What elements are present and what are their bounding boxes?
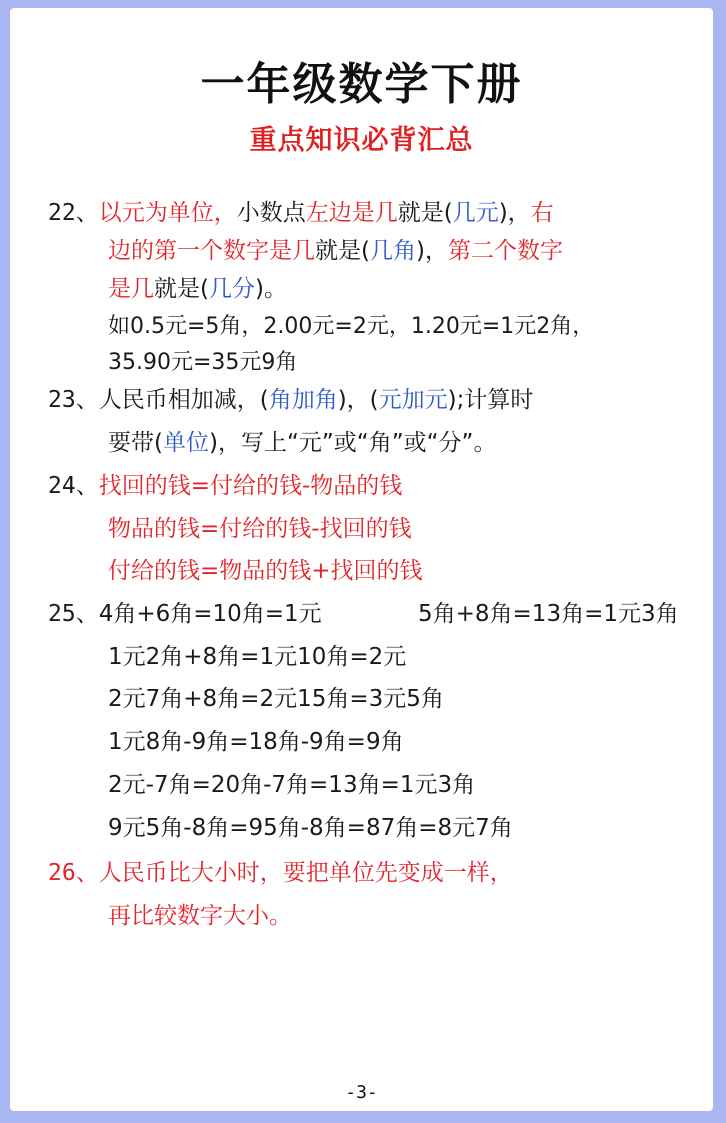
page-number: -3- <box>345 1082 378 1103</box>
item-22-line-1 <box>48 198 554 228</box>
text-segment: 左边是几 <box>305 200 398 226</box>
page-title: 一年级数学下册 <box>200 59 523 110</box>
text-segment: 角加角 <box>268 387 338 413</box>
document-page <box>10 8 713 1111</box>
text-segment: 小数点 <box>236 200 306 226</box>
item-25-equation-2: 1元2角+8角=1元10角=2元 <box>108 644 407 670</box>
text-segment: 第二个数字 <box>447 238 563 264</box>
item-26-line-1 <box>48 858 513 888</box>
item-25-equation-1b: 5角+8角=13角=1元3角 <box>418 601 679 627</box>
text-segment: 人民币相加减，( <box>98 387 269 413</box>
item-22-line-2 <box>108 236 563 266</box>
text-segment: 几元 <box>452 200 499 226</box>
text-segment: 边的第一个数字是几 <box>108 238 315 264</box>
text-segment: );计算时 <box>447 387 534 413</box>
item-25-line-1 <box>48 599 322 629</box>
item-25-equation-3: 2元7角+8角=2元15角=3元5角 <box>108 686 444 712</box>
item-number: 22、 <box>48 200 99 226</box>
equation: 4角+6角=10角=1元 <box>98 601 322 627</box>
item-24-line-1 <box>48 471 402 501</box>
text-segment: 单位 <box>162 430 209 456</box>
item-number: 24、 <box>48 473 99 499</box>
item-24-formula-3: 付给的钱=物品的钱+找回的钱 <box>108 558 423 584</box>
text-segment: 要带( <box>108 430 163 456</box>
item-25-equation-6: 9元5角-8角=95角-8角=87角=8元7角 <box>108 815 513 841</box>
text-segment: 几角 <box>369 238 416 264</box>
text-segment: 几分 <box>208 276 255 302</box>
text-segment: 元加元 <box>378 387 448 413</box>
text-segment: 以元为单位， <box>98 200 237 226</box>
text-segment: )， <box>415 238 448 264</box>
text-segment: )，写上“元”或“角”或“分”。 <box>208 430 497 456</box>
item-number: 26、 <box>48 860 99 886</box>
text-segment: 就是( <box>154 276 209 302</box>
item-22-example-2: 35.90元=35元9角 <box>108 350 298 375</box>
text-segment: )，( <box>337 387 379 413</box>
item-23-line-2 <box>108 428 496 458</box>
item-25-equation-4: 1元8角-9角=18角-9角=9角 <box>108 729 404 755</box>
text-segment: 就是( <box>315 238 370 264</box>
page-subtitle: 重点知识必背汇总 <box>249 125 474 156</box>
item-24-formula-2: 物品的钱=付给的钱-找回的钱 <box>108 516 412 542</box>
item-25-equation-5: 2元-7角=20角-7角=13角=1元3角 <box>108 772 476 798</box>
text-segment: 右 <box>530 200 554 226</box>
item-22-example-1: 如0.5元=5角，2.00元=2元，1.20元=1元2角， <box>108 314 595 339</box>
formula: 找回的钱=付给的钱-物品的钱 <box>98 473 403 499</box>
item-22-line-3 <box>108 274 287 304</box>
item-number: 23、 <box>48 387 99 413</box>
text-segment: 就是( <box>397 200 453 226</box>
text-segment: )。 <box>254 276 287 302</box>
item-26-line-2: 再比较数字大小。 <box>108 903 292 929</box>
text-segment: 是几 <box>108 276 154 302</box>
text-segment: 人民币比大小时，要把单位先变成一样， <box>98 860 513 886</box>
item-23-line-1 <box>48 385 533 415</box>
item-number: 25、 <box>48 601 99 627</box>
text-segment: )， <box>498 200 531 226</box>
